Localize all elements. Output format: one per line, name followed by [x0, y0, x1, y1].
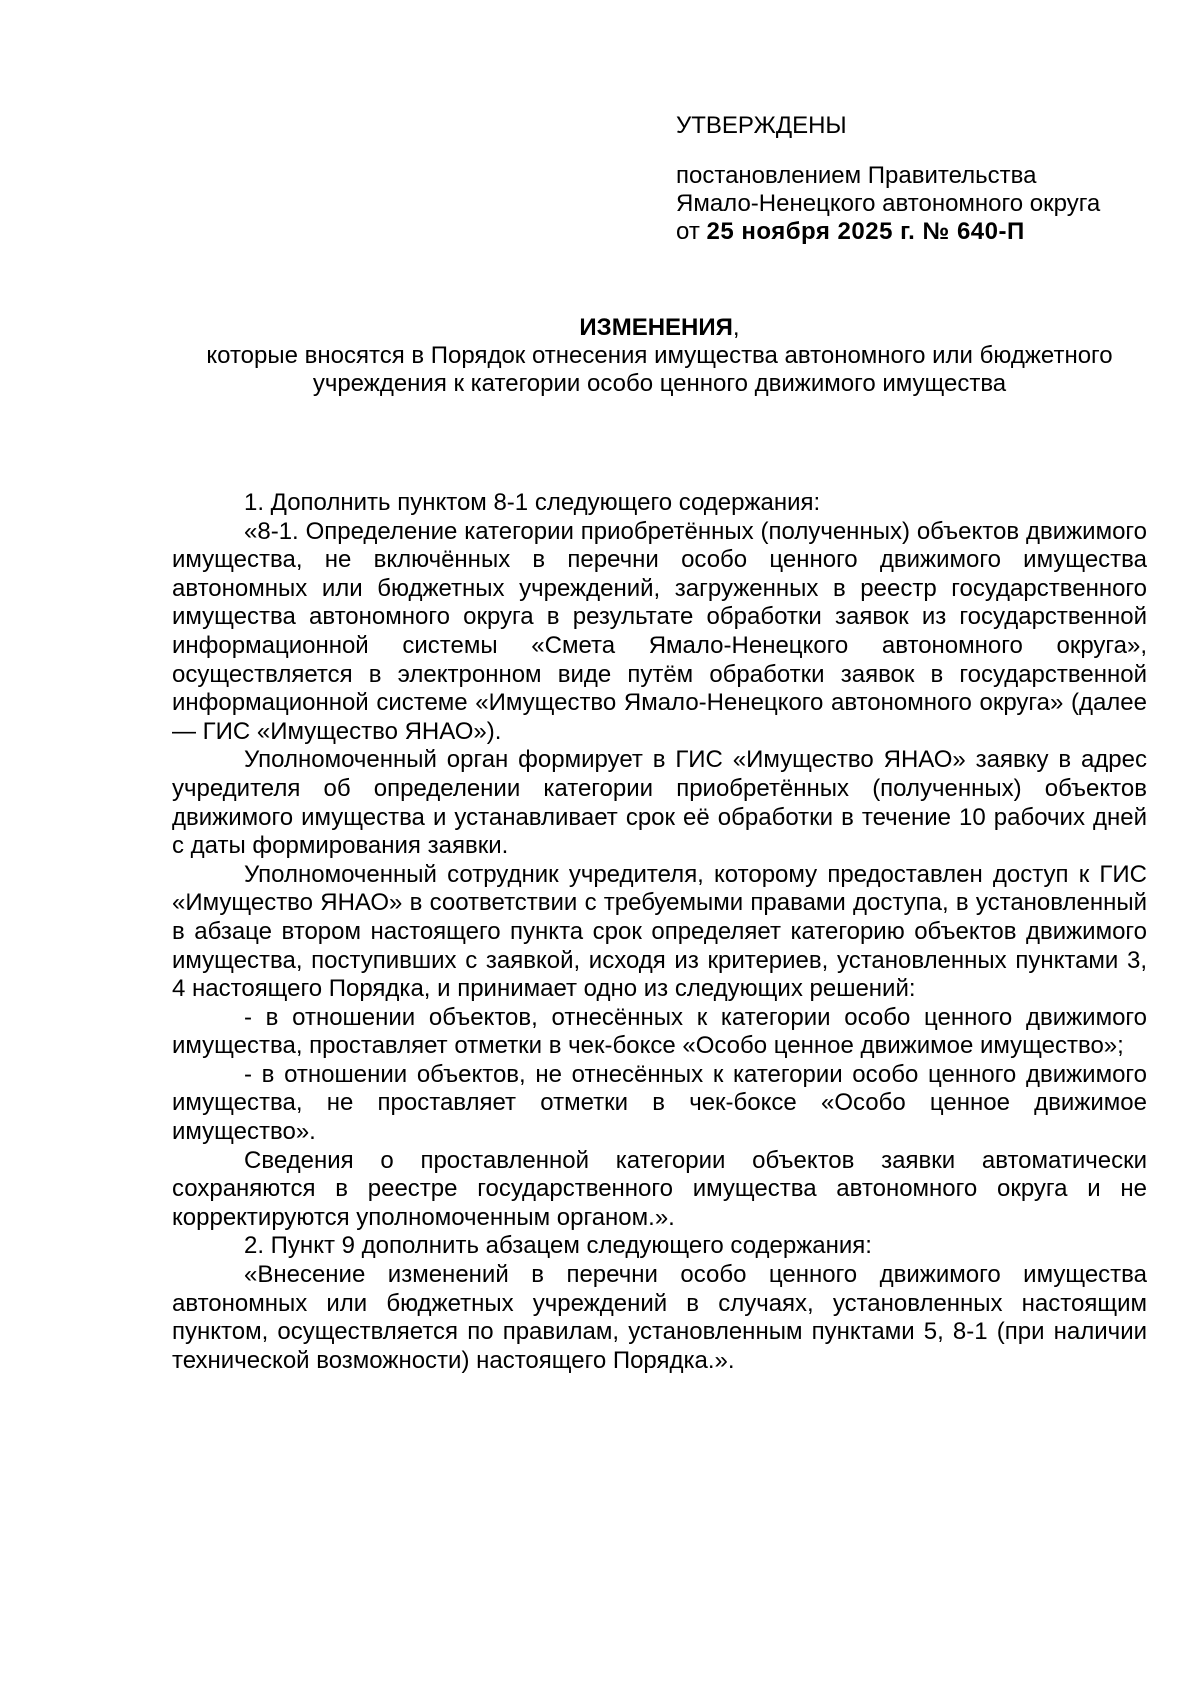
paragraph: «8-1. Определение категории приобретённых (полученных) объектов движимого имущества, не включённых в перечни особо ценного движимого имущества автономных или бюджетных учреждений, загруженных в реестр государственного имущества автономного округа в результате обработки заявок из государственной информационной системы «Смета Ямало-Ненецкого автономного округа», осуществляется в электронном виде путём обработки заявок в государственной информационной системе «Имущество Ямало-Ненецкого автономного округа» (далее — ГИС «Имущество ЯНАО»).	[172, 517, 1147, 745]
paragraph: 2. Пункт 9 дополнить абзацем следующего содержания:	[244, 1232, 872, 1260]
approval-stamp-word: УТВЕРЖДЕНЫ	[676, 112, 847, 139]
list-item: - в отношении объектов, не отнесённых к категории особо ценного движимого имущества, не проставляет отметки в чек-боксе «Особо ценное движимое имущество».	[172, 1060, 1147, 1146]
decree-line: постановлением Правительства	[676, 162, 1037, 189]
document-heading	[172, 314, 1147, 398]
paragraph: Уполномоченный сотрудник учредителя, которому предоставлен доступ к ГИС «Имущество ЯНАО» в соответствии с требуемыми правами доступа, в установленный в абзаце втором настоящего пункта срок определяет категорию объектов движимого имущества, поступивших с заявкой, исходя из критериев, установленных пунктами 3, 4 настоящего Порядка, и принимает одно из следующих решений:	[172, 860, 1147, 1003]
paragraph: Сведения о проставленной категории объектов заявки автоматически сохраняются в реестре государственного имущества автономного округа и не корректируются уполномоченным органом.».	[172, 1146, 1147, 1231]
document-subtitle: которые вносятся в Порядок отнесения имущества автономного или бюджетного учреждения к категории особо ценного движимого имущества	[206, 342, 1113, 397]
list-item: - в отношении объектов, отнесённых к категории особо ценного движимого имущества, проставляет отметки в чек-боксе «Особо ценное движимое имущество»;	[172, 1003, 1147, 1060]
paragraph: Уполномоченный орган формирует в ГИС «Имущество ЯНАО» заявку в адрес учредителя об определении категории приобретённых (полученных) объектов движимого имущества и устанавливает срок её обработки в течение 10 рабочих дней с даты формирования заявки.	[172, 746, 1147, 860]
document-body	[172, 489, 1147, 1375]
approval-block	[676, 112, 1176, 246]
document-title-suffix: ,	[732, 314, 740, 341]
document-title: ИЗМЕНЕНИЯ	[579, 314, 733, 341]
decree-date-number: 25 ноября 2025 г. № 640-П	[706, 218, 1025, 245]
paragraph: 1. Дополнить пунктом 8-1 следующего содержания:	[244, 489, 821, 516]
decree-date-prefix: от	[676, 218, 707, 245]
decree-issuer: Ямало-Ненецкого автономного округа	[676, 190, 1101, 217]
paragraph: «Внесение изменений в перечни особо ценного движимого имущества автономных или бюджетных учреждений в случаях, установленных настоящим пунктом, осуществляется по правилам, установленным пунктами 5, 8-1 (при наличии технической возможности) настоящего Порядка.».	[172, 1261, 1147, 1374]
decree-date-line	[676, 218, 1176, 246]
document-title-line	[172, 314, 1147, 342]
